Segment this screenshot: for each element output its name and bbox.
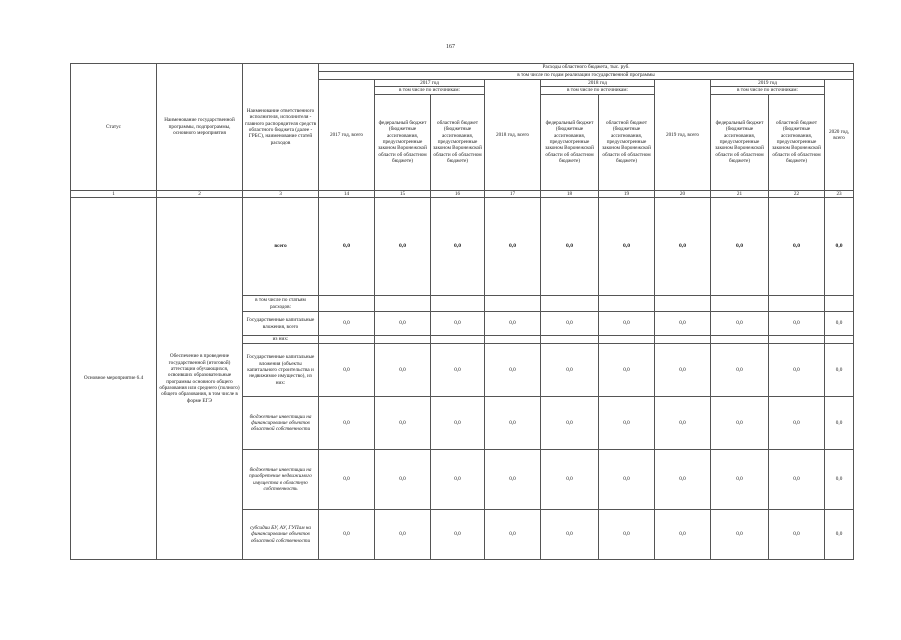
- value-cell: 0,0: [769, 198, 825, 296]
- value-cell: 0,0: [375, 198, 431, 296]
- value-cell: 0,0: [485, 312, 541, 336]
- value-cell: 0,0: [485, 198, 541, 296]
- value-cell: 0,0: [711, 397, 769, 450]
- value-cell: 0,0: [769, 510, 825, 560]
- value-cell: 0,0: [375, 397, 431, 450]
- header-program-name: Наименование государственной программы, подпрограммы, основного мероприятия: [157, 64, 243, 191]
- header-regional-2019: областной бюджет (бюджетные ассигнования, предусмотренные законом Воронежской области об областном бюджете): [769, 94, 825, 190]
- value-cell: 0,0: [655, 312, 711, 336]
- value-cell: 0,0: [485, 450, 541, 510]
- value-cell: 0,0: [599, 312, 655, 336]
- header-status: Статус: [71, 64, 157, 191]
- header-sources-2018: в том числе по источникам:: [541, 87, 655, 94]
- value-cell: 0,0: [319, 312, 375, 336]
- value-cell: 0,0: [769, 450, 825, 510]
- header-sources-2019: в том числе по источникам:: [711, 87, 825, 94]
- value-cell: 0,0: [431, 510, 485, 560]
- budget-table: [70, 63, 854, 560]
- column-number: 23: [825, 190, 854, 197]
- value-cell: 0,0: [541, 312, 599, 336]
- value-cell: 0,0: [599, 397, 655, 450]
- header-federal-2017: федеральный бюджет (бюджетные ассигнования, предусмотренные законом Воронежской области об областном бюджете): [375, 94, 431, 190]
- value-cell: 0,0: [599, 450, 655, 510]
- value-cell: 0,0: [431, 397, 485, 450]
- header-regional-2017: областной бюджет (бюджетные ассигнования, предусмотренные законом Воронежской области об областном бюджете): [431, 94, 485, 190]
- value-cell: 0,0: [375, 450, 431, 510]
- value-cell: 0,0: [541, 344, 599, 397]
- value-cell: 0,0: [655, 344, 711, 397]
- header-2019-total: 2019 год, всего: [655, 80, 711, 191]
- header-2018: 2018 год: [541, 80, 655, 87]
- column-number: 1: [71, 190, 157, 197]
- value-cell: 0,0: [655, 198, 711, 296]
- row-label: в том числе по статьям расходов:: [243, 296, 319, 312]
- value-cell: 0,0: [711, 450, 769, 510]
- value-cell: 0,0: [541, 510, 599, 560]
- header-by-years: в том числе по годам реализации государственной программы: [319, 72, 854, 80]
- header-budget-title: Расходы областного бюджета, тыс. руб.: [319, 64, 854, 72]
- column-number: 16: [431, 190, 485, 197]
- column-number: 21: [711, 190, 769, 197]
- column-number: 15: [375, 190, 431, 197]
- column-number: 2: [157, 190, 243, 197]
- value-cell: 0,0: [655, 450, 711, 510]
- header-2018-total: 2018 год, всего: [485, 80, 541, 191]
- header-2017: 2017 год: [375, 80, 485, 87]
- row-label: субсидии БУ, АУ, ГУПам на финансирование объектов областной собственности: [243, 510, 319, 560]
- page-number: 167: [446, 44, 455, 50]
- value-cell: 0,0: [711, 198, 769, 296]
- value-cell: 0,0: [485, 510, 541, 560]
- value-cell: 0,0: [431, 344, 485, 397]
- value-cell: 0,0: [655, 397, 711, 450]
- activity-status: Основное мероприятие 6.4: [71, 198, 157, 560]
- value-cell: 0,0: [541, 397, 599, 450]
- value-cell: 0,0: [375, 510, 431, 560]
- value-cell: 0,0: [319, 510, 375, 560]
- row-label: бюджетные инвестиции на приобретение недвижимого имущества в областную собственность: [243, 450, 319, 510]
- header-2017-total: 2017 год, всего: [319, 80, 375, 191]
- value-cell: 0,0: [711, 344, 769, 397]
- value-cell: 0,0: [319, 397, 375, 450]
- column-number: 18: [541, 190, 599, 197]
- column-number: 17: [485, 190, 541, 197]
- header-sources-2017: в том числе по источникам:: [375, 87, 485, 94]
- header-federal-2019: федеральный бюджет (бюджетные ассигнования, предусмотренные законом Воронежской области об областном бюджете): [711, 94, 769, 190]
- value-cell: 0,0: [431, 198, 485, 296]
- value-cell: 0,0: [769, 312, 825, 336]
- header-2020-total: 2020 год, всего: [825, 80, 854, 191]
- value-cell: 0,0: [319, 198, 375, 296]
- value-cell: 0,0: [825, 510, 854, 560]
- value-cell: 0,0: [769, 344, 825, 397]
- activity-name: Обеспечение в проведение государственной (итоговой) аттестации обучающихся, освоивших образовательные программы основного общего образования или среднего (полного) общего образования, в том числе в форме ЕГЭ: [157, 198, 243, 560]
- value-cell: 0,0: [431, 312, 485, 336]
- value-cell: 0,0: [485, 344, 541, 397]
- column-number: 14: [319, 190, 375, 197]
- value-cell: 0,0: [431, 450, 485, 510]
- row-label: всего: [243, 198, 319, 296]
- header-regional-2018: областной бюджет (бюджетные ассигнования, предусмотренные законом Воронежской области об областном бюджете): [599, 94, 655, 190]
- value-cell: 0,0: [375, 312, 431, 336]
- column-number-row: [71, 190, 854, 197]
- value-cell: 0,0: [375, 344, 431, 397]
- column-number: 19: [599, 190, 655, 197]
- column-number: 3: [243, 190, 319, 197]
- header-executor: Наименование ответственного исполнителя, исполнителя - главного распорядителя средств областного бюджета (далее - ГРБС), наименование статей расходов: [243, 64, 319, 191]
- row-label: из них:: [243, 336, 319, 344]
- value-cell: 0,0: [825, 450, 854, 510]
- value-cell: 0,0: [541, 450, 599, 510]
- value-cell: 0,0: [711, 312, 769, 336]
- value-cell: 0,0: [825, 344, 854, 397]
- value-cell: 0,0: [711, 510, 769, 560]
- row-label: бюджетные инвестиции на финансирование объектов областной собственности: [243, 397, 319, 450]
- column-number: 20: [655, 190, 711, 197]
- value-cell: 0,0: [485, 397, 541, 450]
- value-cell: 0,0: [769, 397, 825, 450]
- value-cell: 0,0: [319, 450, 375, 510]
- row-label: Государственные капитальные вложения (объекты капитального строительства и недвижимое имущество), из них:: [243, 344, 319, 397]
- value-cell: 0,0: [825, 397, 854, 450]
- value-cell: 0,0: [825, 312, 854, 336]
- column-number: 22: [769, 190, 825, 197]
- table-row: [71, 198, 854, 296]
- value-cell: 0,0: [599, 510, 655, 560]
- value-cell: 0,0: [825, 198, 854, 296]
- row-label: Государственные капитальные вложения, всего: [243, 312, 319, 336]
- header-federal-2018: федеральный бюджет (бюджетные ассигнования, предусмотренные законом Воронежской области об областном бюджете): [541, 94, 599, 190]
- value-cell: 0,0: [319, 344, 375, 397]
- header-2019: 2019 год: [711, 80, 825, 87]
- value-cell: 0,0: [541, 198, 599, 296]
- value-cell: 0,0: [599, 198, 655, 296]
- value-cell: 0,0: [599, 344, 655, 397]
- value-cell: 0,0: [655, 510, 711, 560]
